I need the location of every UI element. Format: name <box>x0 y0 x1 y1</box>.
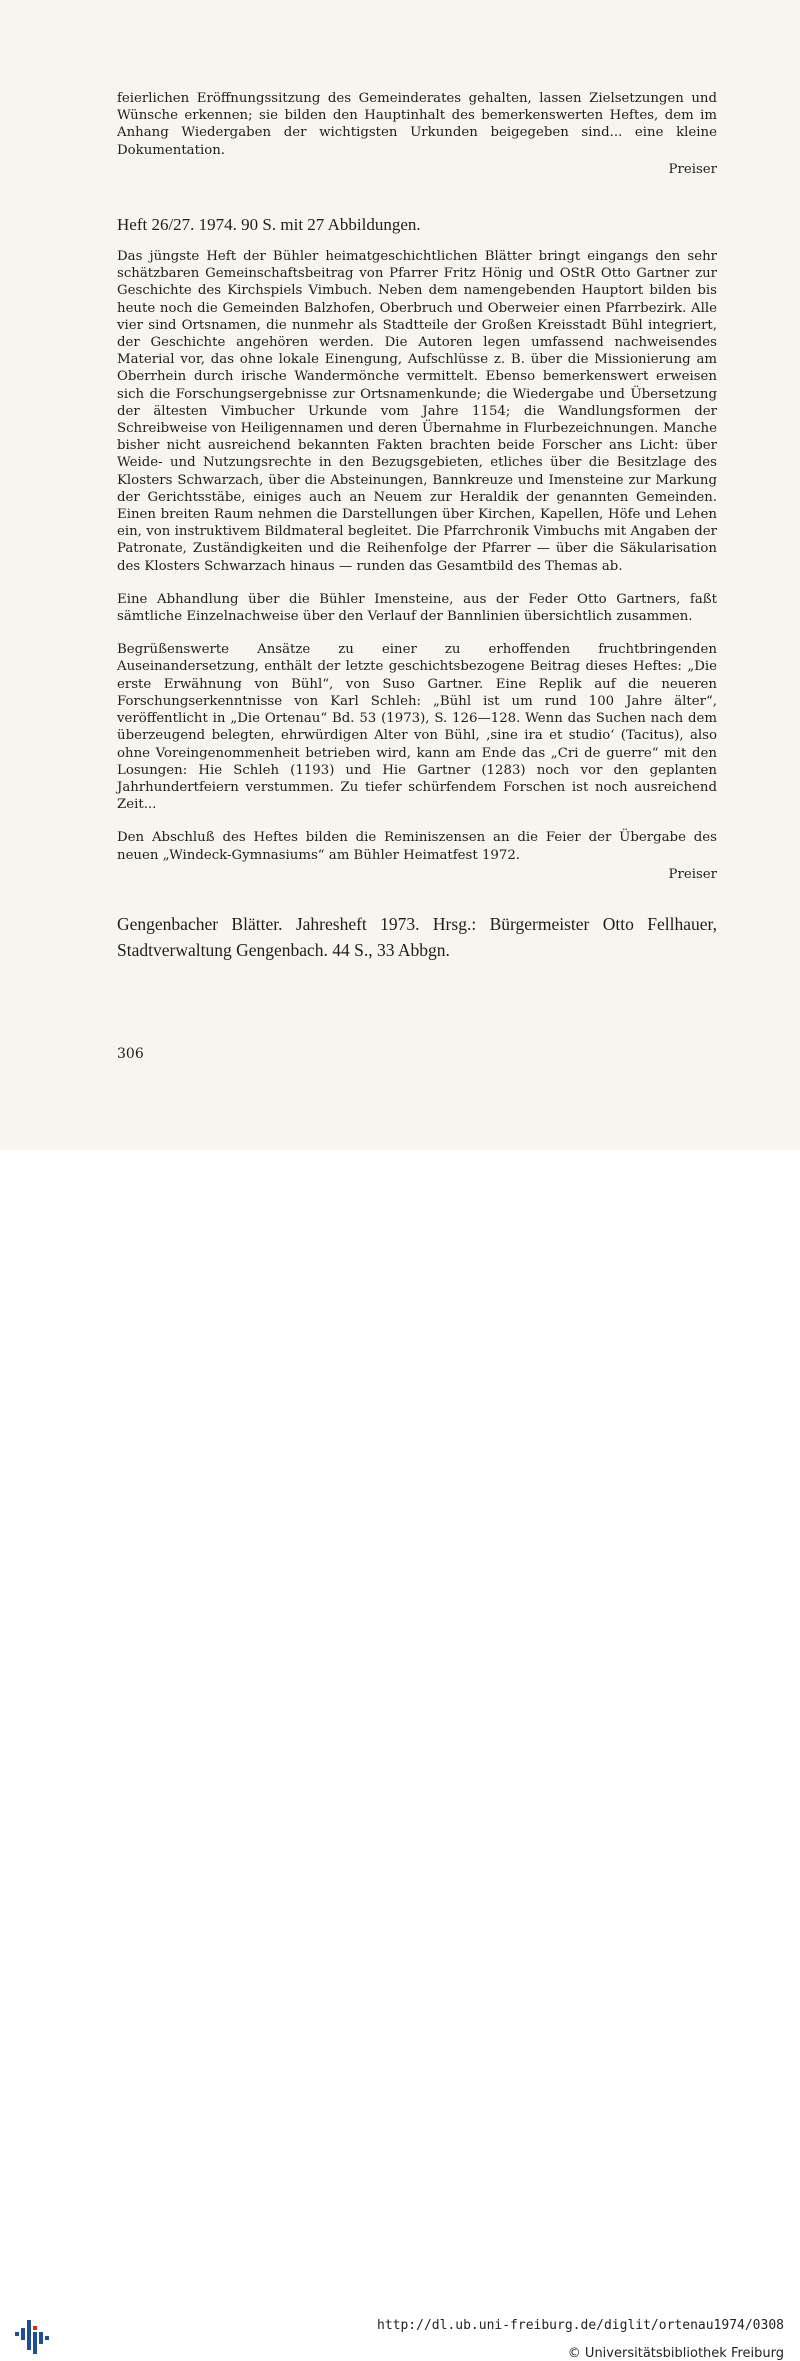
copyright-notice: © Universitätsbibliothek Freiburg <box>567 2346 784 2361</box>
scanned-page <box>0 0 800 1150</box>
section-heading-gengenbach: Gengenbacher Blätter. Jahresheft 1973. Hrsg.: Bürgermeister Otto Fellhauer, Stadtverwaltung Gengenbach. 44 S., 33 Abbgn. <box>117 913 717 960</box>
paragraph-3: Begrüßenswerte Ansätze zu einer zu erhoffenden fruchtbringenden Auseinandersetzung, enthält der letzte geschichtsbezogene Beitrag dieses Heftes: „Die erste Erwähnung von Bühl“, von Suso Gartner. Eine Replik auf die neueren Forschungserkenntnisse von Karl Schleh: „Bühl ist um rund 100 Jahre älter“, veröffentlicht in „Die Ortenau“ Bd. 53 (1973), S. 126—128. Wenn das Suchen nach dem überzeugend belegten, ehrwürdigen Alter von Bühl, ‚sine ira et studio‘ (Tacitus), also ohne Voreingenommenheit betrieben wird, kann am Ende das „Cri de guerre“ mit den Losungen: Hie Schleh (1193) und Hie Gartner (1283) noch vor den geplanten Jahrhundertfeiern verstummen. Zu tiefer schürfendem Forschen ist noch ausreichend Zeit... <box>117 642 717 813</box>
text-column <box>117 90 717 963</box>
intro-paragraph: feierlichen Eröffnungssitzung des Gemeinderates gehalten, lassen Zielsetzungen und Wünsche erkennen; sie bilden den Hauptinhalt des bemerkenswerten Heftes, dem im Anhang Wiedergaben der wichtigsten Urkunden beigegeben sind... eine kleine Dokumentation. <box>117 91 717 158</box>
intro-signature: Preiser <box>668 161 717 177</box>
page-number: 306 <box>117 1046 144 1062</box>
paragraph-2: Eine Abhandlung über die Bühler Imensteine, aus der Feder Otto Gartners, faßt sämtliche Einzelnachweise über den Verlauf der Bannlinien übersichtlich zusammen. <box>117 591 717 625</box>
section-signature: Preiser <box>668 866 717 882</box>
section-heading-heft: Heft 26/27. 1974. 90 S. mit 27 Abbildungen. <box>117 215 421 235</box>
source-url-link[interactable]: http://dl.ub.uni-freiburg.de/diglit/ortenau1974/0308 <box>377 2318 784 2333</box>
paragraph-1: Das jüngste Heft der Bühler heimatgeschichtlichen Blätter bringt eingangs den sehr schätzbaren Gemeinschaftsbeitrag von Pfarrer Fritz Hönig und OStR Otto Gartner zur Geschichte des Kirchspiels Vimbuch. Neben dem namengebenden Hauptort bilden bis heute noch die Gemeinden Balzhofen, Oberbruch und Oberweier einen Pfarrbezirk. Alle vier sind Ortsnamen, die nunmehr als Stadtteile der Großen Kreisstadt Bühl integriert, der Geschichte angehören werden. Die Autoren legen umfassend nachweisendes Material vor, das ohne lokale Einengung, Aufschlüsse z. B. über die Missionierung am Oberrhein durch irische Wandermönche vermittelt. Ebenso bemerkenswert erweisen sich die Forschungsergebnisse zur Ortsnamenkunde; die Wiedergabe und Übersetzung der ältesten Vimbucher Urkunde vom Jahre 1154; die Wandlungsformen der Schreibweise von Heiligennamen und deren Übernahme in Flurbezeichnungen. Manche bisher nicht ausreichend bekannten Fakten brachten beide Forscher ans Licht: über Weide- und Nutzungsrechte in den Bezugsgebieten, etliches über die Besitzlage des Klosters Schwarzach, über die Absteinungen, Bannkreuze und Imensteine zur Markung der Gerichtsstäbe, einiges auch an Neuem zur Heraldik der genannten Gemeinden. Einen breiten Raum nehmen die Darstellungen über Kirchen, Kapellen, Höfe und Lehen ein, von instruktivem Bildmateral begleitet. Die Pfarrchronik Vimbuchs mit Angaben der Patronate, Zuständigkeiten und die Reihenfolge der Pfarrer — über die Säkularisation des Klosters Schwarzach hinaus — runden das Gesamtbild des Themas ab. <box>117 249 717 574</box>
ub-freiburg-logo-icon <box>12 2318 52 2358</box>
footer-bar <box>0 1150 800 2361</box>
paragraph-4: Den Abschluß des Heftes bilden die Reminiszensen an die Feier der Übergabe des neuen „Windeck-Gymnasiums“ am Bühler Heimatfest 1972. <box>117 830 717 863</box>
